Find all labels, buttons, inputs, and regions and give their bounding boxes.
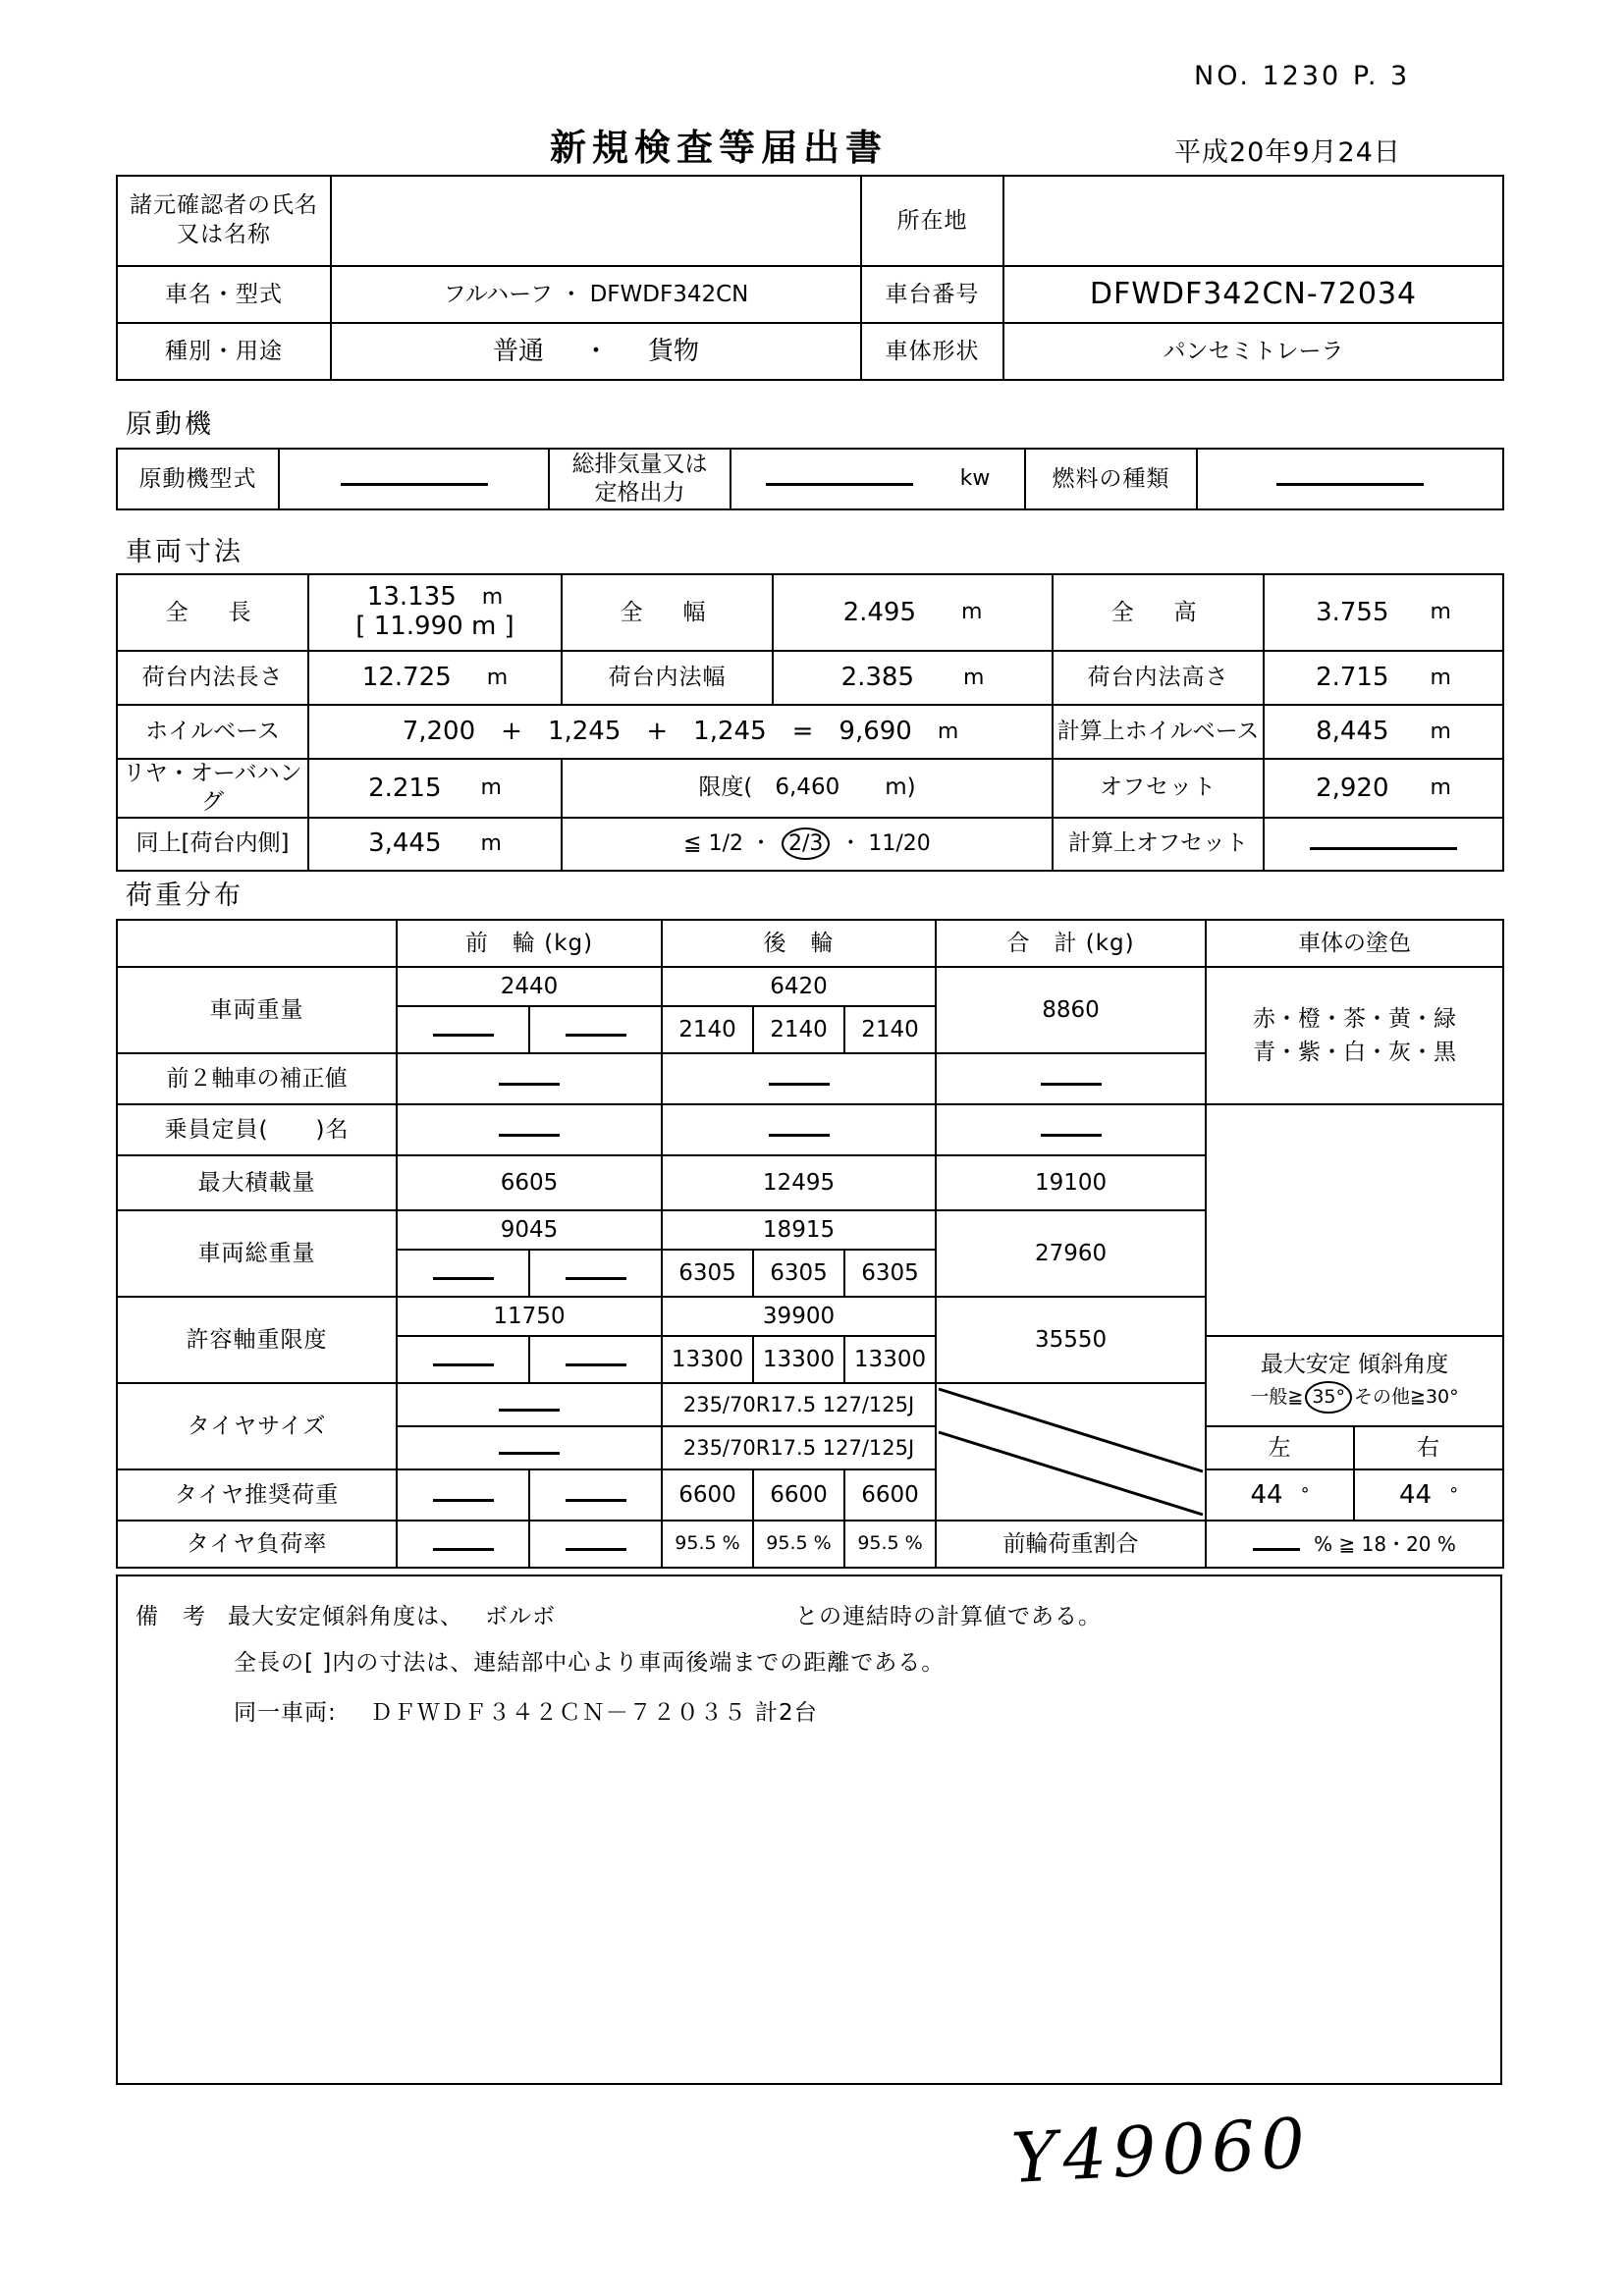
engine-section-title: 原動機 bbox=[126, 409, 214, 440]
blank-dash bbox=[499, 1072, 560, 1086]
remarks-line-2: 全長の[ ]内の寸法は、連結部中心より車両後端までの距離である。 bbox=[234, 1650, 946, 1676]
offset-value[interactable] bbox=[1264, 759, 1503, 818]
rear-overhang-inner-label: 同上[荷台内側] bbox=[117, 818, 308, 871]
vehicle-type-label: 種別・用途 bbox=[117, 323, 331, 380]
bed-length-unit: m bbox=[486, 665, 509, 690]
vehicle-type-value[interactable] bbox=[331, 323, 861, 380]
tire-load-ratio-rear-3[interactable]: 95.5 % bbox=[844, 1521, 936, 1568]
vehicle-weight-total[interactable]: 8860 bbox=[936, 967, 1206, 1053]
blank-dash bbox=[433, 1023, 494, 1037]
body-color-blank-area bbox=[1206, 1104, 1503, 1336]
vehicle-weight-front-axle-1[interactable] bbox=[397, 1006, 529, 1053]
axle-limit-rear-total[interactable]: 39900 bbox=[662, 1297, 936, 1336]
wheelbase-seg-2: 1,245 bbox=[547, 717, 622, 747]
calc-wheelbase-number: 8,445 bbox=[1316, 717, 1389, 747]
blank-dash bbox=[433, 1353, 494, 1366]
overhang-ratio-suffix: ・ 11/20 bbox=[839, 830, 931, 856]
row-label-vehicle-weight: 車両重量 bbox=[117, 967, 397, 1053]
vehicle-weight-rear-axle-2[interactable]: 2140 bbox=[753, 1006, 844, 1053]
bed-length-number: 12.725 bbox=[361, 663, 452, 693]
displacement-label bbox=[549, 449, 731, 509]
vehicle-weight-rear-axle-1[interactable]: 2140 bbox=[662, 1006, 753, 1053]
bed-height-number: 2.715 bbox=[1316, 663, 1389, 693]
calc-wheelbase-unit: m bbox=[1430, 719, 1451, 744]
stability-angle-title: 最大安定 傾斜角度 bbox=[1260, 1351, 1449, 1377]
gross-weight-rear-axle-3[interactable]: 6305 bbox=[844, 1250, 936, 1297]
axle-limit-rear-axle-2[interactable]: 13300 bbox=[753, 1336, 844, 1383]
front-2axle-correction-rear[interactable] bbox=[662, 1053, 936, 1104]
row-label-tire-rated-load: タイヤ推奨荷重 bbox=[117, 1469, 397, 1521]
gross-weight-rear-total[interactable]: 18915 bbox=[662, 1210, 936, 1250]
body-color-line1: 赤・橙・茶・黄・緑 bbox=[1253, 1005, 1457, 1032]
wheelbase-label: ホイルベース bbox=[117, 705, 308, 759]
stability-right-number: 44 bbox=[1398, 1479, 1433, 1510]
blank-dash bbox=[1253, 1537, 1300, 1551]
vehicle-weight-front-axle-2[interactable] bbox=[529, 1006, 662, 1053]
gross-weight-rear-axle-1[interactable]: 6305 bbox=[662, 1250, 753, 1297]
remarks-line-1 bbox=[135, 1598, 1102, 1630]
owner-identity-table bbox=[116, 175, 1504, 381]
calc-wheelbase-label: 計算上ホイルベース bbox=[1053, 705, 1264, 759]
overall-height-value[interactable] bbox=[1264, 574, 1503, 651]
rear-overhang-value[interactable] bbox=[308, 759, 562, 818]
blank-dash bbox=[566, 1023, 626, 1037]
body-color-line2: 青・紫・白・灰・黒 bbox=[1253, 1040, 1457, 1065]
body-shape-label: 車体形状 bbox=[861, 323, 1003, 380]
blank-dash bbox=[341, 472, 488, 486]
axle-limit-front-axle-2[interactable] bbox=[529, 1336, 662, 1383]
axle-limit-total[interactable]: 35550 bbox=[936, 1297, 1206, 1383]
bed-length-label: 荷台内法長さ bbox=[117, 651, 308, 705]
front-2axle-correction-front[interactable] bbox=[397, 1053, 662, 1104]
front-axle-column-header: 前 輪 (kg) bbox=[397, 920, 662, 967]
remarks-line-3 bbox=[234, 1694, 1102, 1727]
blank-dash bbox=[499, 1398, 560, 1412]
diagonal-strike-icon bbox=[937, 1387, 1205, 1517]
engine-model-value[interactable] bbox=[279, 449, 549, 509]
row-label-tire-load-ratio: タイヤ負荷率 bbox=[117, 1521, 397, 1568]
wheelbase-plus-2: + bbox=[646, 717, 669, 747]
body-color-options[interactable] bbox=[1206, 967, 1503, 1104]
displacement-label-line2: 定格出力 bbox=[594, 480, 685, 506]
front-load-ratio-value[interactable] bbox=[1206, 1521, 1503, 1568]
remarks-content bbox=[118, 1576, 1102, 1727]
overall-length-bracket: [ 11.990 m ] bbox=[355, 612, 514, 641]
stability-left-value[interactable] bbox=[1206, 1469, 1354, 1521]
chassis-number-label: 車台番号 bbox=[861, 266, 1003, 323]
rear-overhang-inner-unit: m bbox=[480, 830, 502, 856]
overall-height-number: 3.755 bbox=[1316, 597, 1389, 627]
overall-length-number: 13.135 bbox=[366, 582, 457, 613]
displacement-value[interactable] bbox=[731, 449, 1025, 509]
blank-dash bbox=[499, 1123, 560, 1137]
stability-right-label: 右 bbox=[1354, 1426, 1503, 1469]
body-color-column-header: 車体の塗色 bbox=[1206, 920, 1503, 967]
vehicle-type-separator: ・ bbox=[582, 336, 609, 366]
gross-weight-front-total[interactable]: 9045 bbox=[397, 1210, 662, 1250]
tire-size-rear-row2[interactable]: 235/70R17.5 127/125J bbox=[662, 1426, 936, 1469]
remarks-same-vehicle-value: ＤＦＷＤＦ３４２ＣＮ－７２０３５ 計2台 bbox=[369, 1700, 818, 1726]
stability-angle-prefix: 一般≧ bbox=[1250, 1385, 1304, 1408]
blank-dash bbox=[566, 1266, 626, 1280]
dimensions-section-title: 車両寸法 bbox=[126, 537, 244, 567]
wheelbase-seg-1: 7,200 bbox=[402, 717, 476, 747]
vehicle-model-label: 車名・型式 bbox=[117, 266, 331, 323]
stability-left-unit: ° bbox=[1300, 1483, 1310, 1505]
load-distribution-table bbox=[116, 919, 1504, 1569]
blank-dash bbox=[1041, 1123, 1102, 1137]
tire-load-ratio-rear-1[interactable]: 95.5 % bbox=[662, 1521, 753, 1568]
stability-left-label: 左 bbox=[1206, 1426, 1354, 1469]
blank-dash bbox=[769, 1072, 830, 1086]
overall-width-label: 全 幅 bbox=[562, 574, 773, 651]
stability-left-number: 44 bbox=[1250, 1479, 1283, 1510]
wheelbase-plus-1: + bbox=[501, 717, 522, 747]
bed-width-value[interactable] bbox=[773, 651, 1053, 705]
bed-height-value[interactable] bbox=[1264, 651, 1503, 705]
tire-diagonal-cell bbox=[936, 1383, 1206, 1521]
row-label-front-2axle-correction: 前２軸車の補正値 bbox=[117, 1053, 397, 1104]
max-payload-total[interactable]: 19100 bbox=[936, 1155, 1206, 1210]
bed-height-unit: m bbox=[1430, 665, 1451, 690]
stability-angle-circled-value[interactable]: 35° bbox=[1305, 1381, 1352, 1415]
owner-name-value[interactable] bbox=[331, 176, 861, 266]
gross-weight-rear-axle-2[interactable]: 6305 bbox=[753, 1250, 844, 1297]
fax-header-number: NO. 1230 P. 3 bbox=[1194, 61, 1411, 91]
wheelbase-seg-3: 1,245 bbox=[693, 717, 767, 747]
vehicle-weight-front-total[interactable]: 2440 bbox=[397, 967, 662, 1006]
row-label-gross-weight: 車両総重量 bbox=[117, 1210, 397, 1297]
owner-name-label-line1: 諸元確認者の氏名 bbox=[130, 192, 318, 219]
tire-size-front-row1[interactable] bbox=[397, 1383, 662, 1426]
offset-label: オフセット bbox=[1053, 759, 1264, 818]
bed-height-label: 荷台内法高さ bbox=[1053, 651, 1264, 705]
rear-axle-column-header: 後 輪 bbox=[662, 920, 936, 967]
occupants-rear[interactable] bbox=[662, 1104, 936, 1155]
stability-angle-criteria bbox=[1207, 1381, 1502, 1415]
tire-size-front-row2[interactable] bbox=[397, 1426, 662, 1469]
calc-wheelbase-value[interactable] bbox=[1264, 705, 1503, 759]
blank-dash bbox=[1276, 472, 1424, 486]
overall-width-value[interactable] bbox=[773, 574, 1053, 651]
blank-dash bbox=[566, 1353, 626, 1366]
fuel-type-label: 燃料の種類 bbox=[1025, 449, 1197, 509]
wheelbase-total: 9,690 bbox=[839, 717, 912, 747]
rear-overhang-limit: 限度( 6,460 m) bbox=[562, 759, 1053, 818]
gross-weight-front-axle-2[interactable] bbox=[529, 1250, 662, 1297]
tire-rated-load-rear-1[interactable]: 6600 bbox=[662, 1469, 753, 1521]
rear-overhang-label: リヤ・オーバハング bbox=[117, 759, 308, 818]
address-value[interactable] bbox=[1003, 176, 1503, 266]
gross-weight-total[interactable]: 27960 bbox=[936, 1210, 1206, 1297]
tire-load-ratio-front-1[interactable] bbox=[397, 1521, 529, 1568]
overall-width-number: 2.495 bbox=[842, 597, 916, 627]
row-label-occupants: 乗員定員( )名 bbox=[117, 1104, 397, 1155]
bed-length-value[interactable] bbox=[308, 651, 562, 705]
rear-overhang-number: 2.215 bbox=[368, 773, 442, 803]
row-label-tire-size: タイヤサイズ bbox=[117, 1383, 397, 1469]
blank-dash bbox=[766, 472, 913, 486]
tire-rated-load-front-2[interactable] bbox=[529, 1469, 662, 1521]
overall-length-label: 全 長 bbox=[117, 574, 308, 651]
rear-overhang-inner-value[interactable] bbox=[308, 818, 562, 871]
offset-number: 2,920 bbox=[1316, 773, 1389, 803]
rear-overhang-unit: m bbox=[480, 775, 502, 800]
remarks-line1-tractor: ボルボ bbox=[485, 1604, 556, 1629]
overhang-ratio-selector[interactable] bbox=[562, 818, 1053, 871]
vehicle-type-value-a: 普通 bbox=[492, 336, 544, 366]
blank-dash bbox=[1310, 836, 1457, 850]
occupants-total[interactable] bbox=[936, 1104, 1206, 1155]
wheelbase-equals: = bbox=[791, 717, 814, 747]
remarks-label: 備 考 bbox=[135, 1604, 206, 1629]
stability-right-value[interactable] bbox=[1354, 1469, 1503, 1521]
front-load-ratio-suffix: % ≧ 18・20 % bbox=[1314, 1531, 1456, 1556]
tire-rated-load-rear-2[interactable]: 6600 bbox=[753, 1469, 844, 1521]
axle-limit-rear-axle-1[interactable]: 13300 bbox=[662, 1336, 753, 1383]
max-payload-front[interactable]: 6605 bbox=[397, 1155, 662, 1210]
owner-name-label bbox=[117, 176, 331, 266]
overall-height-unit: m bbox=[1430, 600, 1451, 625]
vehicle-model-value[interactable]: フルハーフ ・ DFWDF342CN bbox=[331, 266, 861, 323]
max-payload-rear[interactable]: 12495 bbox=[662, 1155, 936, 1210]
tire-load-ratio-front-2[interactable] bbox=[529, 1521, 662, 1568]
blank-dash bbox=[433, 1266, 494, 1280]
overall-width-unit: m bbox=[961, 600, 983, 625]
vehicle-weight-rear-axle-3[interactable]: 2140 bbox=[844, 1006, 936, 1053]
displacement-unit: kw bbox=[959, 466, 991, 492]
rear-overhang-inner-number: 3,445 bbox=[368, 828, 442, 859]
overall-length-unit: m bbox=[481, 585, 504, 611]
overall-length-value[interactable] bbox=[308, 574, 562, 651]
fuel-type-value[interactable] bbox=[1197, 449, 1503, 509]
handwritten-reference-code: Y49060 bbox=[1009, 2103, 1313, 2199]
axle-limit-front-total[interactable]: 11750 bbox=[397, 1297, 662, 1336]
row-label-max-payload: 最大積載量 bbox=[117, 1155, 397, 1210]
dimensions-table bbox=[116, 573, 1504, 872]
stability-angle-suffix: その他≧30° bbox=[1354, 1385, 1459, 1408]
blank-dash bbox=[769, 1123, 830, 1137]
blank-dash bbox=[1041, 1072, 1102, 1086]
blank-dash bbox=[433, 1488, 494, 1502]
body-shape-value[interactable]: パンセミトレーラ bbox=[1003, 323, 1503, 380]
bed-width-number: 2.385 bbox=[840, 663, 914, 693]
overhang-ratio-circled-option[interactable]: 2/3 bbox=[782, 828, 830, 861]
vehicle-type-value-b: 貨物 bbox=[648, 336, 700, 366]
blank-dash bbox=[433, 1537, 494, 1551]
tire-rated-load-front-1[interactable] bbox=[397, 1469, 529, 1521]
tire-rated-load-rear-3[interactable]: 6600 bbox=[844, 1469, 936, 1521]
calc-offset-value[interactable] bbox=[1264, 818, 1503, 871]
remarks-box bbox=[116, 1575, 1502, 2085]
calc-offset-label: 計算上オフセット bbox=[1053, 818, 1264, 871]
bed-width-unit: m bbox=[963, 665, 985, 690]
axle-limit-rear-axle-3[interactable]: 13300 bbox=[844, 1336, 936, 1383]
offset-unit: m bbox=[1430, 775, 1451, 800]
vehicle-weight-rear-total[interactable]: 6420 bbox=[662, 967, 936, 1006]
address-label: 所在地 bbox=[861, 176, 1003, 266]
stability-angle-header bbox=[1206, 1336, 1503, 1426]
owner-name-label-line2: 又は名称 bbox=[177, 222, 271, 247]
row-label-axle-limit: 許容軸重限度 bbox=[117, 1297, 397, 1383]
displacement-label-line1: 総排気量又は bbox=[571, 452, 708, 478]
remarks-line1-part-a: 最大安定傾斜角度は、 bbox=[228, 1604, 463, 1629]
total-column-header: 合 計 (kg) bbox=[936, 920, 1206, 967]
axle-limit-front-axle-1[interactable] bbox=[397, 1336, 529, 1383]
load-section-title: 荷重分布 bbox=[126, 881, 244, 911]
front-load-ratio-label: 前輪荷重割合 bbox=[936, 1521, 1206, 1568]
chassis-number-value[interactable]: DFWDF342CN-72034 bbox=[1003, 266, 1503, 323]
overall-height-label: 全 高 bbox=[1053, 574, 1264, 651]
blank-dash bbox=[566, 1537, 626, 1551]
remarks-line1-part-c: との連結時の計算値である。 bbox=[795, 1604, 1102, 1629]
page-title: 新規検査等届出書 bbox=[550, 127, 888, 169]
wheelbase-unit: m bbox=[937, 719, 959, 744]
front-2axle-correction-total[interactable] bbox=[936, 1053, 1206, 1104]
blank-dash bbox=[566, 1488, 626, 1502]
blank-dash bbox=[499, 1441, 560, 1455]
occupants-front[interactable] bbox=[397, 1104, 662, 1155]
tire-load-ratio-rear-2[interactable]: 95.5 % bbox=[753, 1521, 844, 1568]
remarks-same-vehicle-label: 同一車両: bbox=[234, 1700, 337, 1726]
stability-right-unit: ° bbox=[1449, 1483, 1459, 1505]
document-date: 平成20年9月24日 bbox=[1174, 137, 1401, 168]
load-table-corner bbox=[117, 920, 397, 967]
wheelbase-value[interactable] bbox=[308, 705, 1053, 759]
engine-table bbox=[116, 448, 1504, 510]
gross-weight-front-axle-1[interactable] bbox=[397, 1250, 529, 1297]
overhang-ratio-prefix: ≦ 1/2 ・ bbox=[683, 830, 772, 856]
bed-width-label: 荷台内法幅 bbox=[562, 651, 773, 705]
tire-size-rear-row1[interactable]: 235/70R17.5 127/125J bbox=[662, 1383, 936, 1426]
engine-model-label: 原動機型式 bbox=[117, 449, 279, 509]
